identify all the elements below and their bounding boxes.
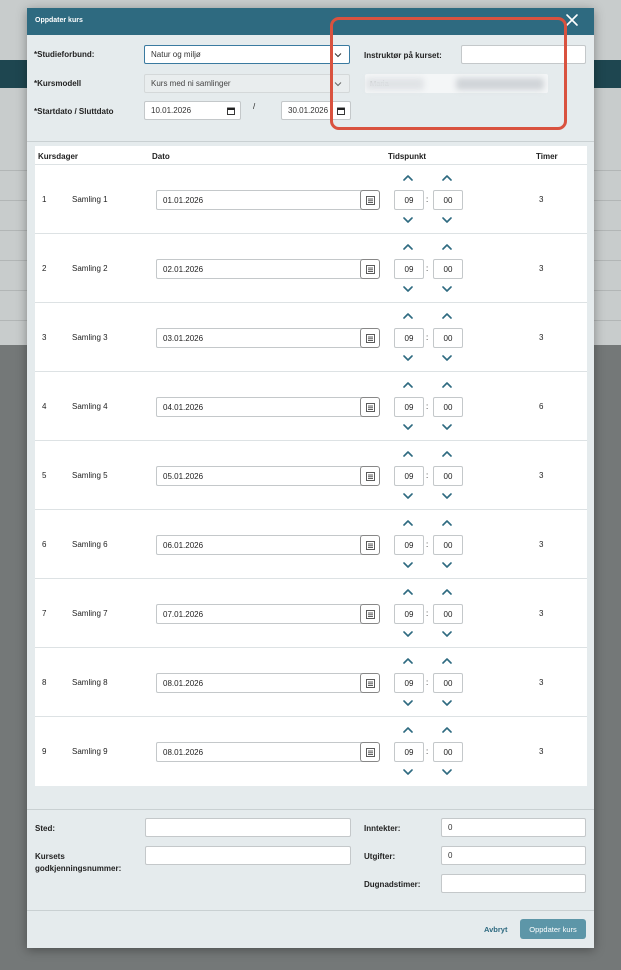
calendar-button[interactable]: [360, 259, 380, 279]
highlight-annotation: [330, 17, 567, 130]
hour-value: 09: [404, 609, 414, 619]
divider: [27, 910, 594, 911]
chevron-down-icon[interactable]: [403, 699, 413, 707]
calendar-icon: [366, 196, 375, 205]
chevron-up-icon[interactable]: [442, 174, 452, 182]
calendar-icon[interactable]: [227, 107, 235, 115]
close-icon[interactable]: [565, 13, 579, 27]
session-date-input[interactable]: [156, 190, 378, 210]
minute-input[interactable]: [433, 328, 463, 348]
chevron-down-icon[interactable]: [442, 630, 452, 638]
dugnad-label: Dugnadstimer:: [364, 880, 421, 889]
session-date-value: 07.01.2026: [163, 609, 204, 619]
row-number: 9: [42, 747, 47, 756]
kursmodell-select[interactable]: [144, 74, 350, 93]
chevron-down-icon[interactable]: [442, 216, 452, 224]
minute-value: 00: [443, 747, 453, 757]
session-date-input[interactable]: [156, 604, 378, 624]
row-name: Samling 6: [72, 540, 108, 549]
minute-value: 00: [443, 540, 453, 550]
calendar-button[interactable]: [360, 397, 380, 417]
divider: [27, 141, 594, 142]
chevron-up-icon[interactable]: [403, 312, 413, 320]
minute-input[interactable]: [433, 535, 463, 555]
inntekter-input[interactable]: [441, 818, 586, 837]
chevron-down-icon[interactable]: [403, 285, 413, 293]
chevron-down-icon[interactable]: [403, 630, 413, 638]
row-number: 5: [42, 471, 47, 480]
minute-value: 00: [443, 678, 453, 688]
hour-input[interactable]: [394, 673, 424, 693]
row-timer: 6: [539, 402, 544, 411]
calendar-icon: [366, 748, 375, 757]
inntekter-label: Inntekter:: [364, 824, 401, 833]
row-timer: 3: [539, 333, 544, 342]
utgifter-value: 0: [448, 851, 453, 860]
minute-input[interactable]: [433, 259, 463, 279]
hour-input[interactable]: [394, 535, 424, 555]
chevron-up-icon[interactable]: [403, 588, 413, 596]
minute-input[interactable]: [433, 466, 463, 486]
table-row: [35, 509, 587, 578]
header-timer: Timer: [536, 152, 558, 161]
startdato-input[interactable]: [144, 101, 241, 120]
chevron-up-icon[interactable]: [442, 588, 452, 596]
calendar-icon: [366, 541, 375, 550]
minute-input[interactable]: [433, 742, 463, 762]
table-row: [35, 716, 587, 785]
hour-input[interactable]: [394, 604, 424, 624]
hour-value: 09: [404, 333, 414, 343]
header-tidspunkt: Tidspunkt: [388, 152, 427, 161]
update-course-button[interactable]: Oppdater kurs: [520, 919, 586, 939]
table-row: [35, 647, 587, 716]
hour-value: 09: [404, 402, 414, 412]
chevron-up-icon[interactable]: [403, 519, 413, 527]
calendar-button[interactable]: [360, 190, 380, 210]
row-timer: 3: [539, 609, 544, 618]
chevron-up-icon[interactable]: [403, 450, 413, 458]
session-date-input[interactable]: [156, 535, 378, 555]
sluttdato-value: 30.01.2026: [288, 106, 329, 115]
row-number: 3: [42, 333, 47, 342]
divider: [27, 809, 594, 810]
chevron-up-icon[interactable]: [403, 726, 413, 734]
session-date-value: 02.01.2026: [163, 264, 204, 274]
row-timer: 3: [539, 264, 544, 273]
calendar-icon: [366, 679, 375, 688]
header-dato: Dato: [152, 152, 170, 161]
row-number: 2: [42, 264, 47, 273]
calendar-icon: [366, 472, 375, 481]
hour-input[interactable]: [394, 466, 424, 486]
chevron-up-icon[interactable]: [403, 174, 413, 182]
time-separator: :: [426, 402, 429, 411]
hour-input[interactable]: [394, 259, 424, 279]
chevron-up-icon[interactable]: [442, 243, 452, 251]
row-name: Samling 2: [72, 264, 108, 273]
calendar-icon: [366, 265, 375, 274]
table-row: [35, 578, 587, 647]
minute-value: 00: [443, 609, 453, 619]
calendar-button[interactable]: [360, 742, 380, 762]
table-row: [35, 440, 587, 509]
chevron-up-icon[interactable]: [403, 657, 413, 665]
minute-value: 00: [443, 333, 453, 343]
hour-input[interactable]: [394, 397, 424, 417]
row-number: 1: [42, 195, 47, 204]
row-name: Samling 1: [72, 195, 108, 204]
minute-input[interactable]: [433, 397, 463, 417]
row-number: 7: [42, 609, 47, 618]
calendar-button[interactable]: [360, 673, 380, 693]
calendar-icon: [366, 334, 375, 343]
session-date-input[interactable]: [156, 397, 378, 417]
row-name: Samling 3: [72, 333, 108, 342]
row-number: 8: [42, 678, 47, 687]
date-separator: /: [253, 102, 256, 111]
utgifter-input[interactable]: [441, 846, 586, 865]
minute-value: 00: [443, 402, 453, 412]
chevron-down-icon[interactable]: [403, 423, 413, 431]
session-date-input[interactable]: [156, 328, 378, 348]
row-name: Samling 9: [72, 747, 108, 756]
chevron-up-icon[interactable]: [403, 243, 413, 251]
calendar-button[interactable]: [360, 535, 380, 555]
hour-input[interactable]: [394, 328, 424, 348]
time-separator: :: [426, 195, 429, 204]
hour-value: 09: [404, 540, 414, 550]
godkjenning-input[interactable]: [145, 846, 351, 865]
minute-value: 00: [443, 471, 453, 481]
row-name: Samling 7: [72, 609, 108, 618]
sessions-table: [35, 146, 587, 786]
chevron-down-icon[interactable]: [442, 354, 452, 362]
hour-value: 09: [404, 195, 414, 205]
chevron-up-icon[interactable]: [403, 381, 413, 389]
hour-input[interactable]: [394, 742, 424, 762]
chevron-down-icon[interactable]: [442, 561, 452, 569]
dialog-title: Oppdater kurs: [35, 17, 83, 24]
time-separator: :: [426, 609, 429, 618]
calendar-button[interactable]: [360, 328, 380, 348]
row-timer: 3: [539, 540, 544, 549]
sted-label: Sted:: [35, 824, 55, 833]
chevron-down-icon[interactable]: [442, 699, 452, 707]
session-date-value: 01.01.2026: [163, 195, 204, 205]
session-date-value: 03.01.2026: [163, 333, 204, 343]
header-kursdager: Kursdager: [38, 152, 79, 161]
session-date-value: 08.01.2026: [163, 678, 204, 688]
godkjenning-label-line1: Kursets: [35, 852, 65, 861]
chevron-down-icon[interactable]: [442, 768, 452, 776]
row-number: 6: [42, 540, 47, 549]
inntekter-value: 0: [448, 823, 453, 832]
session-date-value: 05.01.2026: [163, 471, 204, 481]
hour-value: 09: [404, 471, 414, 481]
row-timer: 3: [539, 471, 544, 480]
table-row: [35, 371, 587, 440]
time-separator: :: [426, 747, 429, 756]
time-separator: :: [426, 333, 429, 342]
table-row: [35, 302, 587, 371]
startdato-value: 10.01.2026: [151, 106, 192, 115]
session-date-value: 08.01.2026: [163, 747, 204, 757]
studieforbund-select[interactable]: [144, 45, 350, 64]
row-timer: 3: [539, 195, 544, 204]
chevron-down-icon[interactable]: [403, 561, 413, 569]
studieforbund-label: *Studieforbund:: [34, 50, 95, 59]
chevron-up-icon[interactable]: [442, 450, 452, 458]
table-row: [35, 233, 587, 302]
cancel-button[interactable]: Avbryt: [484, 925, 508, 934]
instruktor-label: Instruktør på kurset:: [364, 51, 442, 60]
hour-value: 09: [404, 264, 414, 274]
studieforbund-value: Natur og miljø: [151, 50, 201, 59]
hour-value: 09: [404, 678, 414, 688]
row-number: 4: [42, 402, 47, 411]
dugnadstimer-input[interactable]: [441, 874, 586, 893]
calendar-button[interactable]: [360, 466, 380, 486]
minute-input[interactable]: [433, 190, 463, 210]
chevron-down-icon[interactable]: [442, 285, 452, 293]
chevron-down-icon[interactable]: [403, 354, 413, 362]
dato-label: *Startdato / Sluttdato: [34, 107, 114, 116]
chevron-down-icon[interactable]: [442, 423, 452, 431]
minute-input[interactable]: [433, 673, 463, 693]
session-date-value: 04.01.2026: [163, 402, 204, 412]
godkjenning-label-line2: godkjenningsnummer:: [35, 864, 122, 873]
kursmodell-value: Kurs med ni samlinger: [151, 79, 231, 88]
time-separator: :: [426, 264, 429, 273]
session-date-input[interactable]: [156, 259, 378, 279]
minute-value: 00: [443, 264, 453, 274]
utgifter-label: Utgifter:: [364, 852, 396, 861]
row-timer: 3: [539, 747, 544, 756]
chevron-down-icon[interactable]: [442, 492, 452, 500]
minute-value: 00: [443, 195, 453, 205]
row-name: Samling 5: [72, 471, 108, 480]
time-separator: :: [426, 678, 429, 687]
time-separator: :: [426, 540, 429, 549]
chevron-down-icon[interactable]: [403, 216, 413, 224]
row-name: Samling 8: [72, 678, 108, 687]
chevron-down-icon[interactable]: [403, 492, 413, 500]
session-date-value: 06.01.2026: [163, 540, 204, 550]
time-separator: :: [426, 471, 429, 480]
chevron-up-icon[interactable]: [442, 381, 452, 389]
hour-value: 09: [404, 747, 414, 757]
session-date-input[interactable]: [156, 673, 378, 693]
sted-input[interactable]: [145, 818, 351, 837]
chevron-up-icon[interactable]: [442, 657, 452, 665]
chevron-up-icon[interactable]: [442, 312, 452, 320]
hour-input[interactable]: [394, 190, 424, 210]
row-timer: 3: [539, 678, 544, 687]
chevron-up-icon[interactable]: [442, 519, 452, 527]
minute-input[interactable]: [433, 604, 463, 624]
chevron-up-icon[interactable]: [442, 726, 452, 734]
calendar-icon: [366, 610, 375, 619]
calendar-button[interactable]: [360, 604, 380, 624]
session-date-input[interactable]: [156, 466, 378, 486]
row-name: Samling 4: [72, 402, 108, 411]
session-date-input[interactable]: [156, 742, 378, 762]
chevron-down-icon[interactable]: [403, 768, 413, 776]
kursmodell-label: *Kursmodell: [34, 79, 82, 88]
table-row: [35, 164, 587, 233]
calendar-icon: [366, 403, 375, 412]
